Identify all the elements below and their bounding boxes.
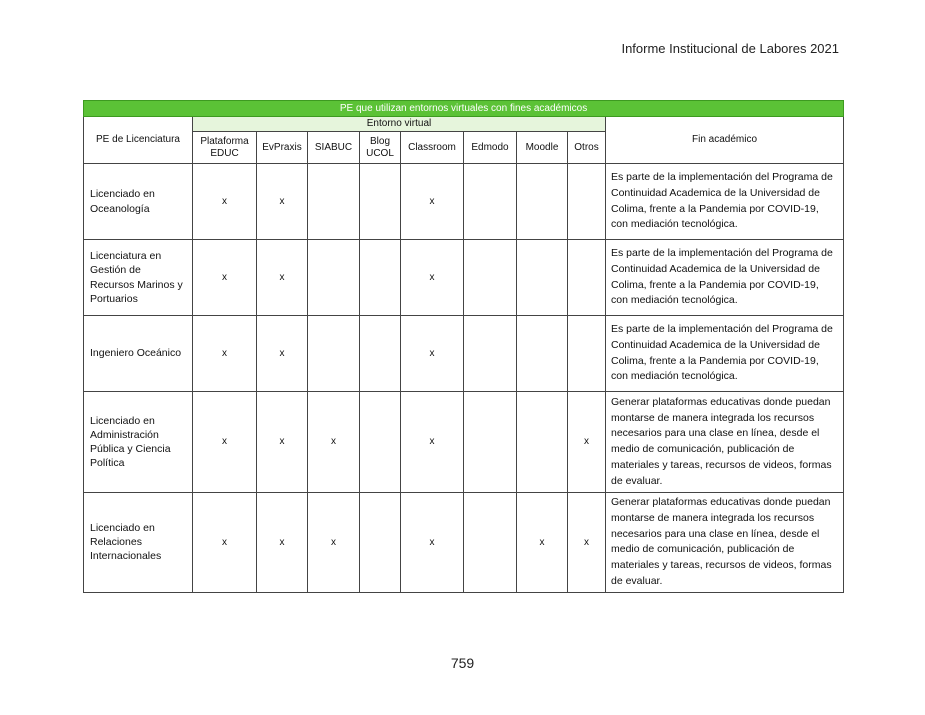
mark-cell: [568, 316, 606, 392]
mark-cell: x: [257, 164, 308, 240]
academic-purpose: Generar plataformas educativas donde puedan montarse de manera integrada los recursos necesarios para una clase en línea, desde el medio de comunicación, publicación de materiales y tareas, recursos de videos, formas de evaluar.: [606, 493, 844, 593]
mark-cell: x: [257, 316, 308, 392]
mark-cell: [517, 240, 568, 316]
table-row: [84, 240, 844, 316]
column-header: Edmodo: [464, 132, 517, 164]
mark-cell: x: [193, 164, 257, 240]
mark-cell: x: [568, 392, 606, 493]
program-column-header: PE de Licenciatura: [84, 117, 193, 164]
mark-cell: [464, 316, 517, 392]
academic-purpose-header: Fin académico: [606, 117, 844, 164]
mark-cell: x: [193, 392, 257, 493]
mark-cell: [360, 164, 401, 240]
mark-cell: x: [308, 493, 360, 593]
mark-cell: [464, 392, 517, 493]
academic-purpose: Es parte de la implementación del Programa de Continuidad Academica de la Universidad de Colima, frente a la Pandemia por COVID-19, con mediación tecnológica.: [606, 316, 844, 392]
mark-cell: [464, 493, 517, 593]
column-header: Classroom: [401, 132, 464, 164]
mark-cell: [517, 316, 568, 392]
mark-cell: [464, 164, 517, 240]
mark-cell: x: [401, 392, 464, 493]
mark-cell: [308, 316, 360, 392]
column-header: Blog UCOL: [360, 132, 401, 164]
table-row: [84, 164, 844, 240]
program-name: Licenciado en Administración Pública y Ciencia Política: [84, 392, 193, 493]
mark-cell: [464, 240, 517, 316]
mark-cell: x: [257, 493, 308, 593]
column-header: Plataforma EDUC: [193, 132, 257, 164]
program-name: Ingeniero Oceánico: [84, 316, 193, 392]
report-header-title: Informe Institucional de Labores 2021: [621, 41, 839, 56]
mark-cell: x: [401, 164, 464, 240]
mark-cell: x: [401, 316, 464, 392]
mark-cell: [360, 392, 401, 493]
mark-cell: [360, 493, 401, 593]
mark-cell: [360, 316, 401, 392]
program-name: Licenciatura en Gestión de Recursos Marinos y Portuarios: [84, 240, 193, 316]
column-header: Otros: [568, 132, 606, 164]
mark-cell: x: [568, 493, 606, 593]
virtual-environment-header: Entorno virtual: [193, 117, 606, 132]
table-row: [84, 493, 844, 593]
mark-cell: x: [193, 493, 257, 593]
mark-cell: x: [517, 493, 568, 593]
column-header: Moodle: [517, 132, 568, 164]
column-header: SIABUC: [308, 132, 360, 164]
table-banner: PE que utilizan entornos virtuales con fines académicos: [84, 101, 844, 117]
mark-cell: x: [308, 392, 360, 493]
virtual-environments-table: [83, 100, 844, 593]
mark-cell: [308, 164, 360, 240]
table-row: [84, 392, 844, 493]
mark-cell: x: [257, 240, 308, 316]
academic-purpose: Generar plataformas educativas donde puedan montarse de manera integrada los recursos necesarios para una clase en línea, desde el medio de comunicación, publicación de materiales y tareas, recursos de videos, formas de evaluar.: [606, 392, 844, 493]
mark-cell: [568, 240, 606, 316]
mark-cell: x: [193, 316, 257, 392]
mark-cell: x: [401, 493, 464, 593]
academic-purpose: Es parte de la implementación del Programa de Continuidad Academica de la Universidad de Colima, frente a la Pandemia por COVID-19, con mediación tecnológica.: [606, 164, 844, 240]
mark-cell: [568, 164, 606, 240]
academic-purpose: Es parte de la implementación del Programa de Continuidad Academica de la Universidad de Colima, frente a la Pandemia por COVID-19, con mediación tecnológica.: [606, 240, 844, 316]
program-name: Licenciado en Relaciones Internacionales: [84, 493, 193, 593]
mark-cell: [360, 240, 401, 316]
program-name: Licenciado en Oceanología: [84, 164, 193, 240]
mark-cell: x: [257, 392, 308, 493]
mark-cell: [517, 164, 568, 240]
table-row: [84, 316, 844, 392]
page-number: 759: [450, 655, 475, 671]
mark-cell: x: [401, 240, 464, 316]
column-header: EvPraxis: [257, 132, 308, 164]
mark-cell: [308, 240, 360, 316]
mark-cell: x: [193, 240, 257, 316]
mark-cell: [517, 392, 568, 493]
